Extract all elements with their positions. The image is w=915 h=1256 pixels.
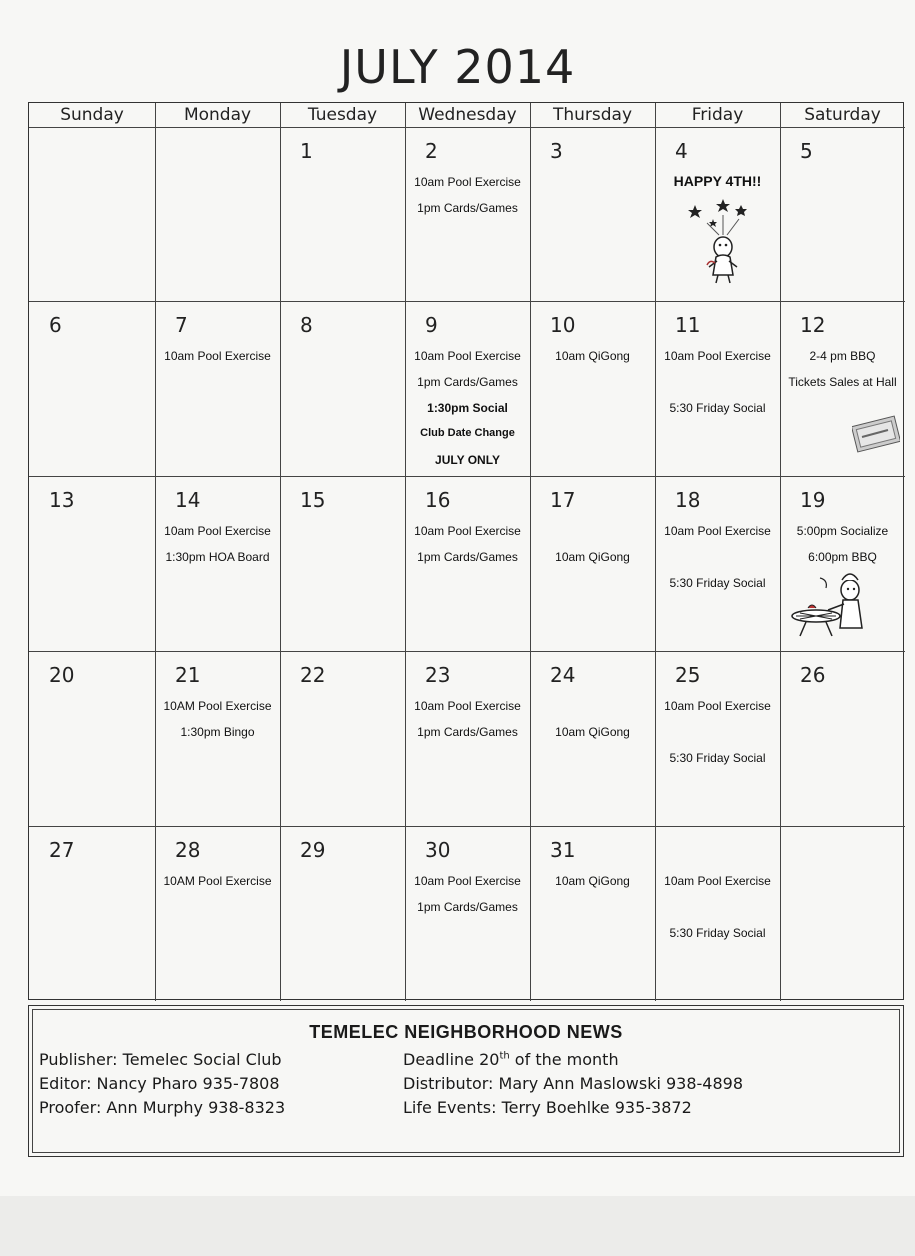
day-number: 17 xyxy=(550,488,576,512)
calendar-event: JULY ONLY xyxy=(435,453,500,467)
calendar-event: 10am QiGong xyxy=(555,550,630,564)
calendar-day-cell xyxy=(405,476,530,651)
newsletter-title: TEMELEC NEIGHBORHOOD NEWS xyxy=(309,1022,623,1042)
calendar-day-cell xyxy=(530,826,655,1001)
day-number: 18 xyxy=(675,488,701,512)
calendar-event: 5:30 Friday Social xyxy=(669,926,766,940)
calendar-day-cell xyxy=(155,651,280,826)
day-number: 2 xyxy=(425,139,438,163)
calendar-event: 10am QiGong xyxy=(555,874,630,888)
calendar-day-cell xyxy=(780,826,905,1001)
calendar-day-cell xyxy=(29,301,155,476)
calendar-event: 10am Pool Exercise xyxy=(164,349,271,363)
calendar-title: JULY 2014 xyxy=(339,40,576,94)
day-number: 10 xyxy=(550,313,576,337)
calendar-day-cell xyxy=(280,826,405,1001)
calendar-day-cell xyxy=(655,127,780,301)
calendar-day-cell xyxy=(155,476,280,651)
day-number: 29 xyxy=(300,838,326,862)
calendar-day-cell xyxy=(405,826,530,1001)
day-number: 12 xyxy=(800,313,826,337)
calendar-day-cell xyxy=(405,301,530,476)
ticket-icon xyxy=(852,413,900,455)
day-number: 24 xyxy=(550,663,576,687)
calendar-event: 2-4 pm BBQ xyxy=(809,349,876,363)
day-number: 23 xyxy=(425,663,451,687)
day-number: 14 xyxy=(175,488,201,512)
calendar-day-cell xyxy=(405,651,530,826)
day-number: 13 xyxy=(49,488,75,512)
calendar-event: 10am Pool Exercise xyxy=(664,874,771,888)
calendar-event: 10am Pool Exercise xyxy=(664,349,771,363)
day-number: 3 xyxy=(550,139,563,163)
calendar-day-cell xyxy=(155,301,280,476)
calendar-day-cell xyxy=(405,127,530,301)
weekday-header-wednesday: Wednesday xyxy=(418,105,517,125)
calendar-event: 6:00pm BBQ xyxy=(808,550,877,564)
calendar-event: 10am QiGong xyxy=(555,725,630,739)
calendar-day-cell xyxy=(530,127,655,301)
day-number: 31 xyxy=(550,838,576,862)
day-number: 9 xyxy=(425,313,438,337)
calendar-day-cell xyxy=(530,651,655,826)
proofer-line: Proofer: Ann Murphy 938-8323 xyxy=(39,1098,286,1117)
newsletter-box xyxy=(28,1005,904,1157)
calendar-day-cell xyxy=(280,301,405,476)
calendar-event: 1:30pm Bingo xyxy=(180,725,255,739)
calendar-event: 1pm Cards/Games xyxy=(417,375,518,389)
distributor-line: Distributor: Mary Ann Maslowski 938-4898 xyxy=(403,1074,744,1093)
day-number: 30 xyxy=(425,838,451,862)
calendar-day-cell xyxy=(780,476,905,651)
day-number: 27 xyxy=(49,838,75,862)
day-number: 21 xyxy=(175,663,201,687)
calendar-event: 10am Pool Exercise xyxy=(414,524,521,538)
deadline-line xyxy=(403,1050,619,1069)
fireworks-figure-icon xyxy=(683,195,755,287)
day-number: 25 xyxy=(675,663,701,687)
calendar-event: 10am Pool Exercise xyxy=(414,175,521,189)
calendar-event: 10am Pool Exercise xyxy=(164,524,271,538)
life-events-line: Life Events: Terry Boehlke 935-3872 xyxy=(403,1098,692,1117)
calendar-day-cell xyxy=(29,651,155,826)
day-number: 11 xyxy=(675,313,701,337)
page-bottom-margin xyxy=(0,1196,915,1256)
publisher-line: Publisher: Temelec Social Club xyxy=(39,1050,282,1069)
calendar-event: 10am Pool Exercise xyxy=(414,349,521,363)
weekday-header-tuesday: Tuesday xyxy=(307,105,378,125)
day-number: 1 xyxy=(300,139,313,163)
deadline-text: Deadline 20 xyxy=(403,1050,500,1069)
weekday-header-sunday: Sunday xyxy=(60,105,124,125)
day-number: 20 xyxy=(49,663,75,687)
day-number: 6 xyxy=(49,313,62,337)
calendar-day-cell xyxy=(780,651,905,826)
weekday-header-thursday: Thursday xyxy=(552,105,633,125)
calendar-day-cell xyxy=(780,127,905,301)
calendar-day-cell xyxy=(155,826,280,1001)
calendar-event: 1:30pm Social xyxy=(427,401,508,415)
day-number: 16 xyxy=(425,488,451,512)
day-number: 22 xyxy=(300,663,326,687)
day-number: 4 xyxy=(675,139,688,163)
calendar-day-cell xyxy=(155,127,280,301)
calendar-event: 5:30 Friday Social xyxy=(669,401,766,415)
day-number: 7 xyxy=(175,313,188,337)
calendar-day-cell xyxy=(29,826,155,1001)
calendar-day-cell xyxy=(655,826,780,1001)
calendar-day-cell xyxy=(29,127,155,301)
calendar-day-cell xyxy=(655,476,780,651)
calendar-event: 1pm Cards/Games xyxy=(417,550,518,564)
calendar-event: HAPPY 4TH!! xyxy=(673,173,762,189)
calendar-event: 10am Pool Exercise xyxy=(664,524,771,538)
calendar-day-cell xyxy=(280,476,405,651)
calendar-event: 10AM Pool Exercise xyxy=(163,874,272,888)
calendar-event: Club Date Change xyxy=(420,427,515,439)
day-number: 19 xyxy=(800,488,826,512)
day-number: 15 xyxy=(300,488,326,512)
calendar-day-cell xyxy=(780,301,905,476)
calendar-event: 1:30pm HOA Board xyxy=(165,550,270,564)
newsletter-inner-border xyxy=(32,1009,900,1153)
calendar-event: 1pm Cards/Games xyxy=(417,201,518,215)
calendar-event: 10am Pool Exercise xyxy=(414,699,521,713)
calendar-grid xyxy=(28,102,904,1000)
weekday-header-saturday: Saturday xyxy=(804,105,881,125)
bbq-chef-icon xyxy=(788,568,888,640)
calendar-day-cell xyxy=(280,127,405,301)
calendar-event: 5:30 Friday Social xyxy=(669,751,766,765)
deadline-suffix: th xyxy=(499,1050,510,1062)
day-number: 5 xyxy=(800,139,813,163)
day-number: 26 xyxy=(800,663,826,687)
calendar-day-cell xyxy=(530,476,655,651)
calendar-day-cell xyxy=(280,651,405,826)
calendar-day-cell xyxy=(29,476,155,651)
calendar-event: 5:30 Friday Social xyxy=(669,576,766,590)
calendar-day-cell xyxy=(655,301,780,476)
deadline-rest: of the month xyxy=(509,1050,619,1069)
calendar-event: 10am QiGong xyxy=(555,349,630,363)
day-number: 28 xyxy=(175,838,201,862)
editor-line: Editor: Nancy Pharo 935-7808 xyxy=(39,1074,280,1093)
calendar-day-cell xyxy=(655,651,780,826)
calendar-event: 5:00pm Socialize xyxy=(796,524,889,538)
calendar-event: 10AM Pool Exercise xyxy=(163,699,272,713)
calendar-event: 10am Pool Exercise xyxy=(664,699,771,713)
day-number: 8 xyxy=(300,313,313,337)
weekday-header-monday: Monday xyxy=(183,105,252,125)
calendar-event: 1pm Cards/Games xyxy=(417,725,518,739)
calendar-day-cell xyxy=(530,301,655,476)
calendar-event: 1pm Cards/Games xyxy=(417,900,518,914)
calendar-event: Tickets Sales at Hall xyxy=(788,375,897,389)
calendar-event: 10am Pool Exercise xyxy=(414,874,521,888)
weekday-header-friday: Friday xyxy=(691,105,744,125)
